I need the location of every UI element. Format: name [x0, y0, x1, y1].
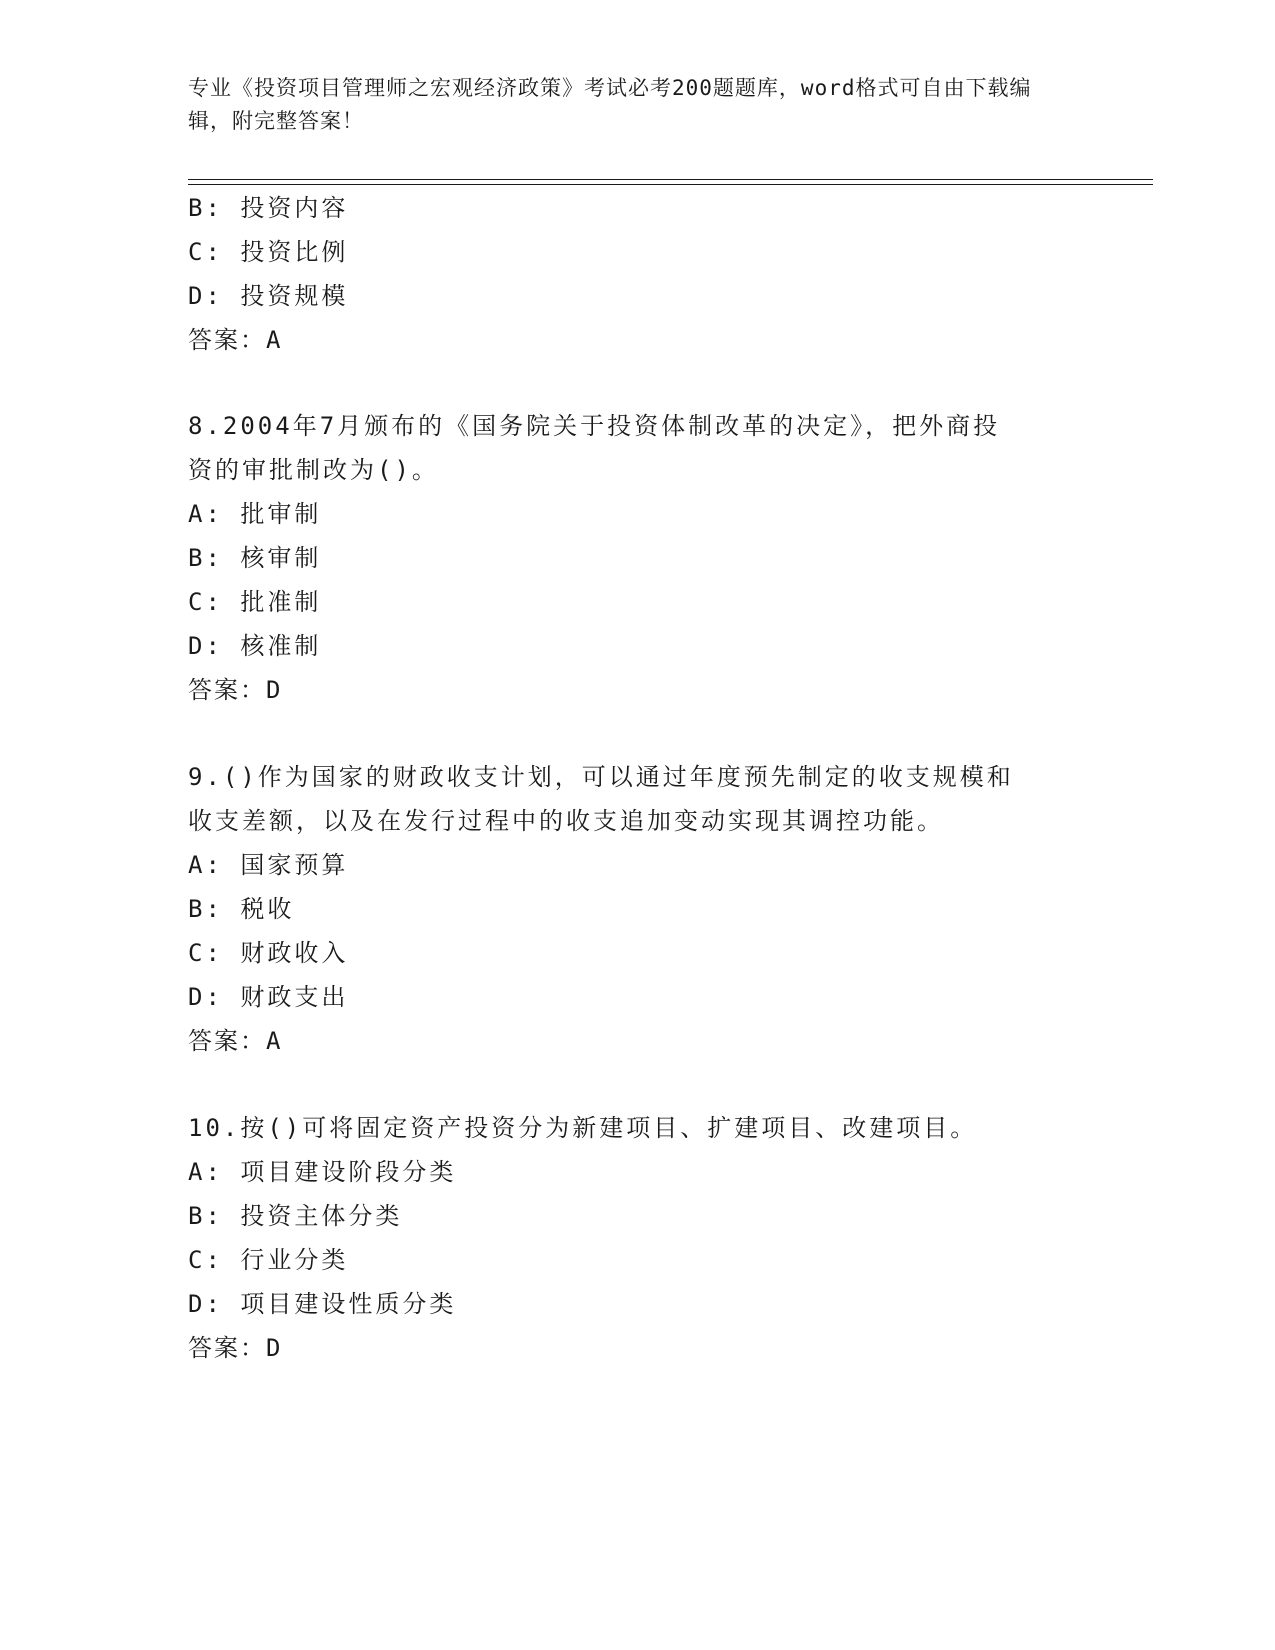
- option-key: C:: [188, 1246, 223, 1274]
- option-text: 投资规模: [240, 282, 349, 310]
- document-header: [188, 72, 1068, 138]
- option-text: 税收: [240, 895, 295, 923]
- option-text: 财政支出: [240, 983, 349, 1011]
- header-text: 专业《投资项目管理师之宏观经济政策》考试必考200题题库，word格式可自由下载编辑，附完整答案！: [188, 76, 1032, 133]
- question-stem-line: [188, 455, 439, 485]
- question-stem-line: [188, 806, 944, 836]
- option-text: 核准制: [240, 632, 322, 660]
- option-b: [188, 543, 321, 573]
- option-text: 投资内容: [240, 194, 349, 222]
- question-stem-line: [188, 411, 1000, 441]
- option-key: D:: [188, 983, 223, 1011]
- answer-label: 答案：: [188, 326, 266, 354]
- option-key: A:: [188, 851, 223, 879]
- option-key: D:: [188, 282, 223, 310]
- option-c: [188, 938, 348, 968]
- option-text: 行业分类: [240, 1246, 349, 1274]
- option-a: [188, 850, 348, 880]
- option-key: B:: [188, 544, 223, 572]
- option-key: C:: [188, 939, 223, 967]
- option-b: [188, 894, 294, 924]
- option-key: B:: [188, 895, 223, 923]
- answer-value: A: [266, 1027, 282, 1055]
- answer-label: 答案：: [188, 676, 266, 704]
- stem-text: 收支差额，以及在发行过程中的收支追加变动实现其调控功能。: [188, 807, 944, 835]
- header-divider-bottom: [188, 184, 1153, 185]
- stem-text: 9.()作为国家的财政收支计划，可以通过年度预先制定的收支规模和: [188, 763, 1014, 791]
- option-key: C:: [188, 238, 223, 266]
- option-b: [188, 193, 348, 223]
- option-c: [188, 1245, 348, 1275]
- answer-line: [188, 675, 281, 705]
- option-d: [188, 1289, 456, 1319]
- answer-line: [188, 1333, 281, 1363]
- option-text: 投资比例: [240, 238, 349, 266]
- option-text: 国家预算: [240, 851, 349, 879]
- option-d: [188, 281, 348, 311]
- option-text: 项目建设阶段分类: [240, 1158, 457, 1186]
- stem-text: 资的审批制改为()。: [188, 456, 439, 484]
- answer-value: D: [266, 1334, 282, 1362]
- option-text: 投资主体分类: [240, 1202, 403, 1230]
- answer-line: [188, 1026, 281, 1056]
- option-text: 财政收入: [240, 939, 349, 967]
- question-stem-line: [188, 762, 1014, 792]
- question-stem-line: [188, 1113, 977, 1143]
- option-c: [188, 587, 321, 617]
- option-key: A:: [188, 1158, 223, 1186]
- answer-value: A: [266, 326, 282, 354]
- option-text: 项目建设性质分类: [240, 1290, 457, 1318]
- option-text: 批审制: [240, 500, 322, 528]
- answer-label: 答案：: [188, 1334, 266, 1362]
- option-key: B:: [188, 194, 223, 222]
- answer-label: 答案：: [188, 1027, 266, 1055]
- option-d: [188, 631, 321, 661]
- option-key: D:: [188, 632, 223, 660]
- answer-value: D: [266, 676, 282, 704]
- option-b: [188, 1201, 402, 1231]
- option-text: 核审制: [240, 544, 322, 572]
- stem-text: 10.按()可将固定资产投资分为新建项目、扩建项目、改建项目。: [188, 1114, 978, 1142]
- option-a: [188, 499, 321, 529]
- option-key: A:: [188, 500, 223, 528]
- answer-line: [188, 325, 281, 355]
- option-key: C:: [188, 588, 223, 616]
- option-a: [188, 1157, 456, 1187]
- option-key: B:: [188, 1202, 223, 1230]
- option-c: [188, 237, 348, 267]
- stem-text: 8.2004年7月颁布的《国务院关于投资体制改革的决定》，把外商投: [188, 412, 1001, 440]
- option-d: [188, 982, 348, 1012]
- header-divider-top: [188, 179, 1153, 180]
- option-key: D:: [188, 1290, 223, 1318]
- option-text: 批准制: [240, 588, 322, 616]
